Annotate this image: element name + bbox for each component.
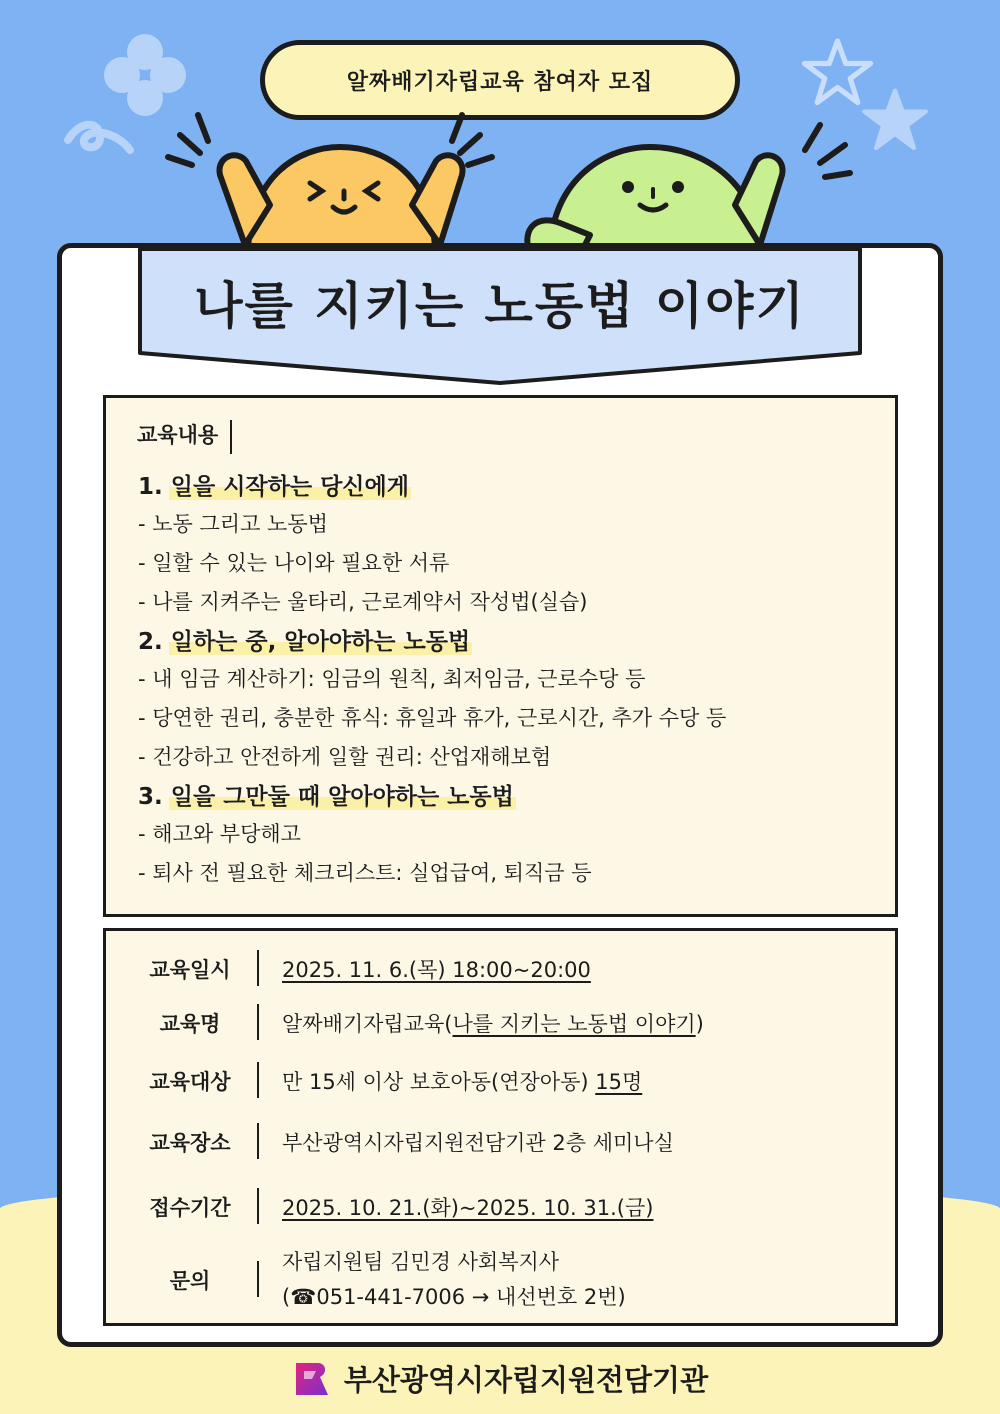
- place-label: 교육장소: [149, 1131, 231, 1155]
- org-logo-icon: [292, 1359, 332, 1399]
- page-title: 나를 지키는 노동법 이야기: [194, 277, 806, 335]
- divider: [257, 1261, 259, 1297]
- divider: [257, 1123, 259, 1159]
- date-label: 교육일시: [149, 958, 231, 982]
- contact-label: 문의: [169, 1269, 211, 1293]
- section-2-title: 2. 일하는 중, 알아야하는 노동법: [138, 629, 471, 655]
- period-value: 2025. 10. 21.(화)~2025. 10. 31.(금): [282, 1196, 654, 1220]
- name-value: 알짜배기자립교육(나를 지키는 노동법 이야기): [282, 1012, 704, 1036]
- list-item: - 내 임금 계산하기: 임금의 원칙, 최저임금, 근로수당 등: [138, 667, 646, 691]
- place-value: 부산광역시자립지원전담기관 2층 세미나실: [282, 1131, 674, 1155]
- name-label: 교육명: [159, 1012, 221, 1036]
- period-label: 접수기간: [149, 1196, 231, 1220]
- divider: [257, 950, 259, 986]
- org-name: 부산광역시자립지원전담기관: [343, 1363, 709, 1397]
- divider: [257, 1004, 259, 1040]
- list-item: - 건강하고 안전하게 일할 권리: 산업재해보험: [138, 745, 552, 769]
- list-item: - 일할 수 있는 나이와 필요한 서류: [138, 551, 450, 575]
- list-item: - 노동 그리고 노동법: [138, 512, 328, 536]
- divider: [257, 1062, 259, 1098]
- contact-line-1: 자립지원팀 김민경 사회복지사: [282, 1250, 560, 1274]
- list-item: - 해고와 부당해고: [138, 822, 301, 846]
- orange-character: [150, 95, 510, 255]
- section-3-title: 3. 일을 그만둘 때 알아야하는 노동법: [138, 784, 514, 810]
- star-icon: [860, 85, 930, 155]
- contact-line-2: (☎051-441-7006 → 내선번호 2번): [282, 1285, 626, 1309]
- list-item: - 퇴사 전 필요한 체크리스트: 실업급여, 퇴직금 등: [138, 861, 592, 885]
- section-1-title: 1. 일을 시작하는 당신에게: [138, 474, 409, 500]
- divider: [257, 1188, 259, 1224]
- list-item: - 당연한 권리, 충분한 휴식: 휴일과 휴가, 근로시간, 추가 수당 등: [138, 706, 727, 730]
- contents-heading: 교육내용: [137, 420, 232, 454]
- list-item: - 나를 지켜주는 울타리, 근로계약서 작성법(실습): [138, 590, 588, 614]
- footer: [0, 1358, 1000, 1399]
- target-value: 만 15세 이상 보호아동(연장아동) 15명: [282, 1070, 643, 1094]
- target-label: 교육대상: [149, 1070, 231, 1094]
- green-character: [520, 105, 860, 255]
- date-value: 2025. 11. 6.(목) 18:00~20:00: [282, 958, 591, 982]
- recruit-text: 알짜배기자립교육 참여자 모집: [346, 69, 654, 95]
- swirl-icon: [60, 110, 140, 170]
